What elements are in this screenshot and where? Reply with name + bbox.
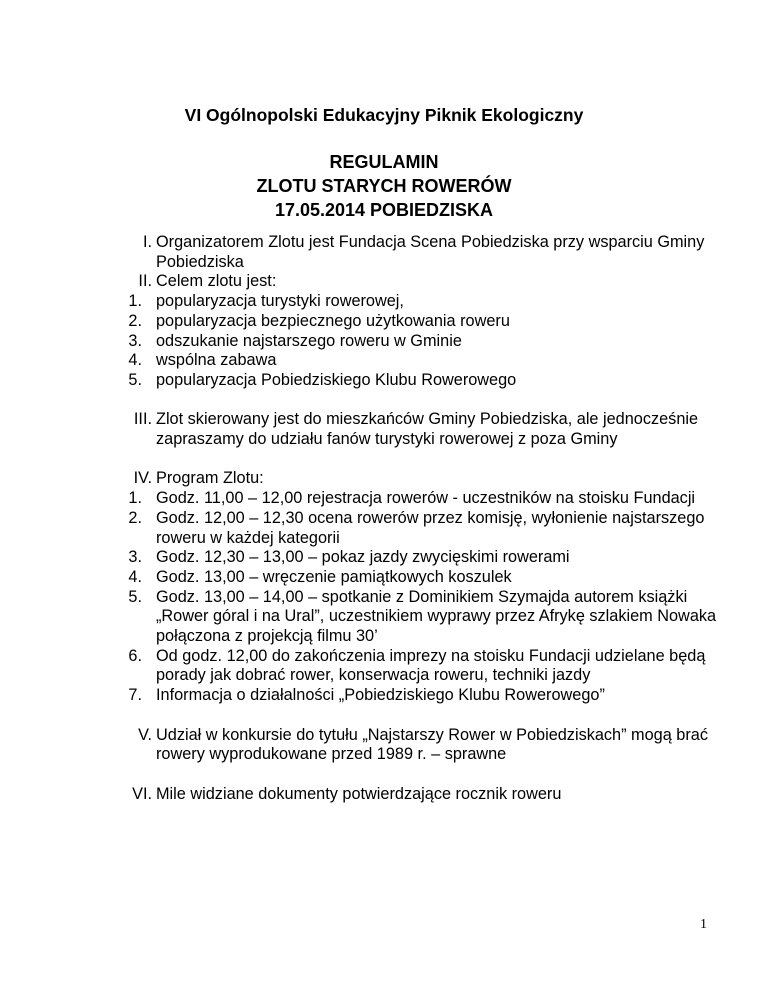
item-number: 4. xyxy=(128,351,142,370)
title-line-2: ZLOTU STARYCH ROWERÓW xyxy=(256,176,512,196)
list-item xyxy=(100,489,720,509)
section-text: Program Zlotu: xyxy=(156,469,264,488)
goals-list xyxy=(100,292,720,391)
section-numeral: V. xyxy=(138,725,152,744)
section-text: Mile widziane dokumenty potwierdzające rocznik roweru xyxy=(156,784,562,803)
item-number: 3. xyxy=(128,331,142,350)
item-text: Godz. 12,00 – 12,30 ocena rowerów przez komisję, wyłonienie najstarszego roweru w każdej kategorii xyxy=(156,508,705,547)
section-5 xyxy=(100,726,720,765)
list-item xyxy=(100,686,720,706)
item-number: 5. xyxy=(128,370,142,389)
item-text: Od godz. 12,00 do zakończenia imprezy na stoisku Fundacji udzielane będą porady jak dobrać rower, konserwacja roweru, techniki jazdy xyxy=(156,646,706,685)
event-subtitle: VI Ogólnopolski Edukacyjny Piknik Ekologiczny xyxy=(184,105,584,125)
section-numeral: VI. xyxy=(132,784,152,803)
section-numeral: I. xyxy=(142,233,152,251)
section-text: Zlot skierowany jest do mieszkańców Gminy Pobiedziska, ale jednocześnie zapraszamy do udziału fanów turystyki rowerowej z poza Gminy xyxy=(156,410,699,449)
list-item xyxy=(100,332,720,352)
list-item xyxy=(100,312,720,332)
item-text: odszukanie najstarszego roweru w Gminie xyxy=(156,331,462,350)
item-number: 2. xyxy=(128,311,142,330)
section-numeral: IV. xyxy=(133,469,152,488)
item-number: 2. xyxy=(128,508,142,527)
section-text: Organizatorem Zlotu jest Fundacja Scena Pobiedziska przy wsparciu Gminy Pobiedziska xyxy=(156,233,705,271)
page-number: 1 xyxy=(700,917,707,932)
item-number: 1. xyxy=(128,292,142,311)
item-number: 3. xyxy=(128,548,142,567)
item-text: wspólna zabawa xyxy=(156,351,277,370)
list-item xyxy=(100,548,720,568)
item-number: 4. xyxy=(128,567,142,586)
section-numeral: II. xyxy=(138,272,152,291)
item-number: 1. xyxy=(128,489,142,508)
item-text: Informacja o działalności „Pobiedziskiego Klubu Rowerowego” xyxy=(156,686,605,705)
item-text: Godz. 13,00 – wręczenie pamiątkowych koszulek xyxy=(156,567,512,586)
item-number: 6. xyxy=(128,646,142,665)
list-item xyxy=(100,292,720,312)
section-2 xyxy=(100,272,720,292)
regulations-list xyxy=(100,233,720,804)
section-text: Celem zlotu jest: xyxy=(156,272,277,291)
item-text: Godz. 12,30 – 13,00 – pokaz jazdy zwycięskimi rowerami xyxy=(156,548,570,567)
item-text: popularyzacja bezpiecznego użytkowania roweru xyxy=(156,311,510,330)
title-line-3: 17.05.2014 POBIEDZISKA xyxy=(274,200,494,220)
item-text: Godz. 13,00 – 14,00 – spotkanie z Dominikiem Szymajda autorem książki „Rower góral i na Ural”, uczestnikiem wyprawy przez Afrykę szlakiem Nowaka połączona z projekcją filmu 30’ xyxy=(156,587,717,646)
document-title xyxy=(0,150,768,222)
section-1 xyxy=(100,233,720,272)
list-item xyxy=(100,371,720,391)
item-number: 5. xyxy=(128,587,142,606)
item-text: Godz. 11,00 – 12,00 rejestracja rowerów - uczestników na stoisku Fundacji xyxy=(156,489,696,508)
list-item xyxy=(100,509,720,548)
list-item xyxy=(100,588,720,647)
section-text: Udział w konkursie do tytułu „Najstarszy Rower w Pobiedziskach” mogą brać rowery wyprodukowane przed 1989 r. – sprawne xyxy=(156,725,708,764)
section-6 xyxy=(100,785,720,805)
title-line-1: REGULAMIN xyxy=(329,152,439,172)
list-item xyxy=(100,647,720,686)
section-numeral: III. xyxy=(133,410,152,429)
item-number: 7. xyxy=(128,686,142,705)
section-4 xyxy=(100,469,720,489)
list-item xyxy=(100,351,720,371)
program-list xyxy=(100,489,720,706)
section-3 xyxy=(100,410,720,449)
item-text: popularyzacja Pobiedziskiego Klubu Rowerowego xyxy=(156,370,517,389)
item-text: popularyzacja turystyki rowerowej, xyxy=(156,292,404,311)
list-item xyxy=(100,568,720,588)
